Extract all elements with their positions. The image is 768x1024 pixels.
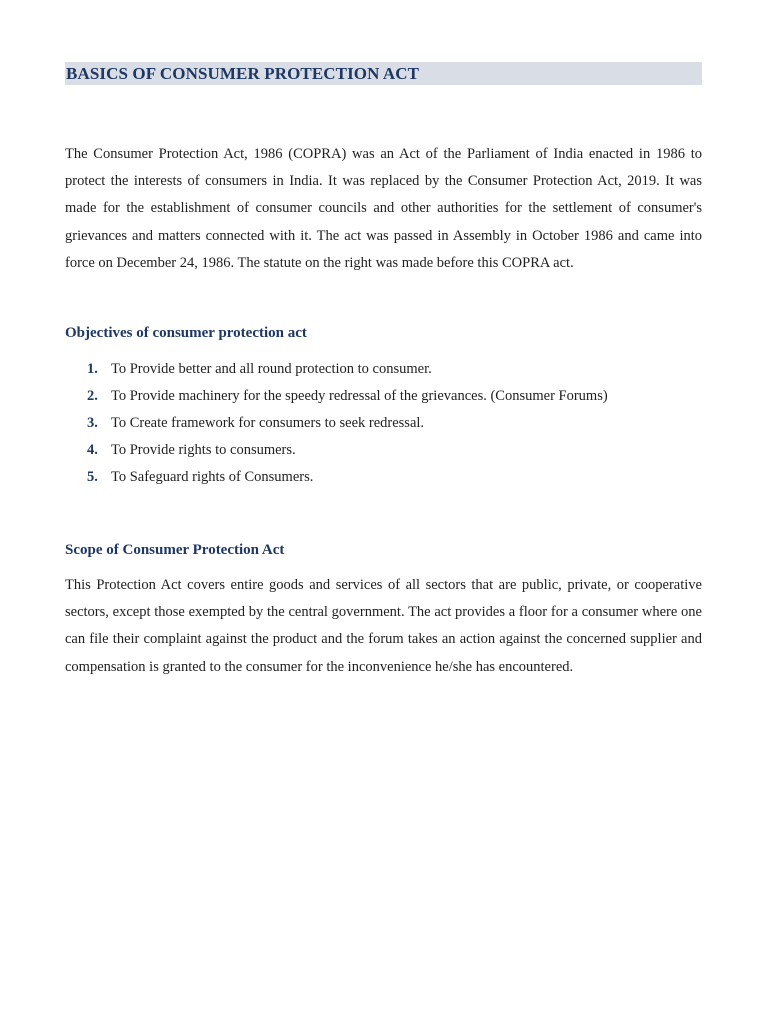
list-item-text: To Provide rights to consumers.: [111, 442, 296, 459]
scope-paragraph: This Protection Act covers entire goods and services of all sectors that are public, private, or cooperative sectors, except those exempted by the central government. The act provides a floor for a consumer where one can file their complaint against the product and the forum takes an action against the concerned supplier and compensation is granted to the consumer for the inconvenience he/she has encountered.: [65, 577, 702, 675]
list-item-number: 4.: [87, 442, 98, 459]
list-item-text: To Provide better and all round protection to consumer.: [111, 361, 432, 378]
document-title: BASICS OF CONSUMER PROTECTION ACT: [65, 62, 702, 85]
list-item-text: To Provide machinery for the speedy redressal of the grievances. (Consumer Forums): [111, 388, 608, 405]
list-item-number: 1.: [87, 361, 98, 378]
list-item-number: 5.: [87, 469, 98, 486]
list-item-text: To Create framework for consumers to seek redressal.: [111, 415, 425, 432]
list-item: [65, 356, 702, 383]
scope-heading: Scope of Consumer Protection Act: [65, 542, 285, 559]
list-item: [65, 437, 702, 464]
objectives-list: [65, 356, 702, 491]
objectives-heading: Objectives of consumer protection act: [65, 325, 307, 342]
intro-paragraph: The Consumer Protection Act, 1986 (COPRA) was an Act of the Parliament of India enacted in 1986 to protect the interests of consumers in India. It was replaced by the Consumer Protection Act, 2019. It was made for the establishment of consumer councils and other authorities for the settlement of consumer's grievances and matters connected with it. The act was passed in Assembly in October 1986 and came into force on December 24, 1986. The statute on the right was made before this COPRA act.: [65, 146, 702, 271]
list-item-text: To Safeguard rights of Consumers.: [111, 469, 314, 486]
list-item-number: 3.: [87, 415, 98, 432]
list-item: [65, 410, 702, 437]
list-item: [65, 464, 702, 491]
list-item-number: 2.: [87, 388, 98, 405]
document-page: [65, 62, 702, 681]
list-item: [65, 383, 702, 410]
